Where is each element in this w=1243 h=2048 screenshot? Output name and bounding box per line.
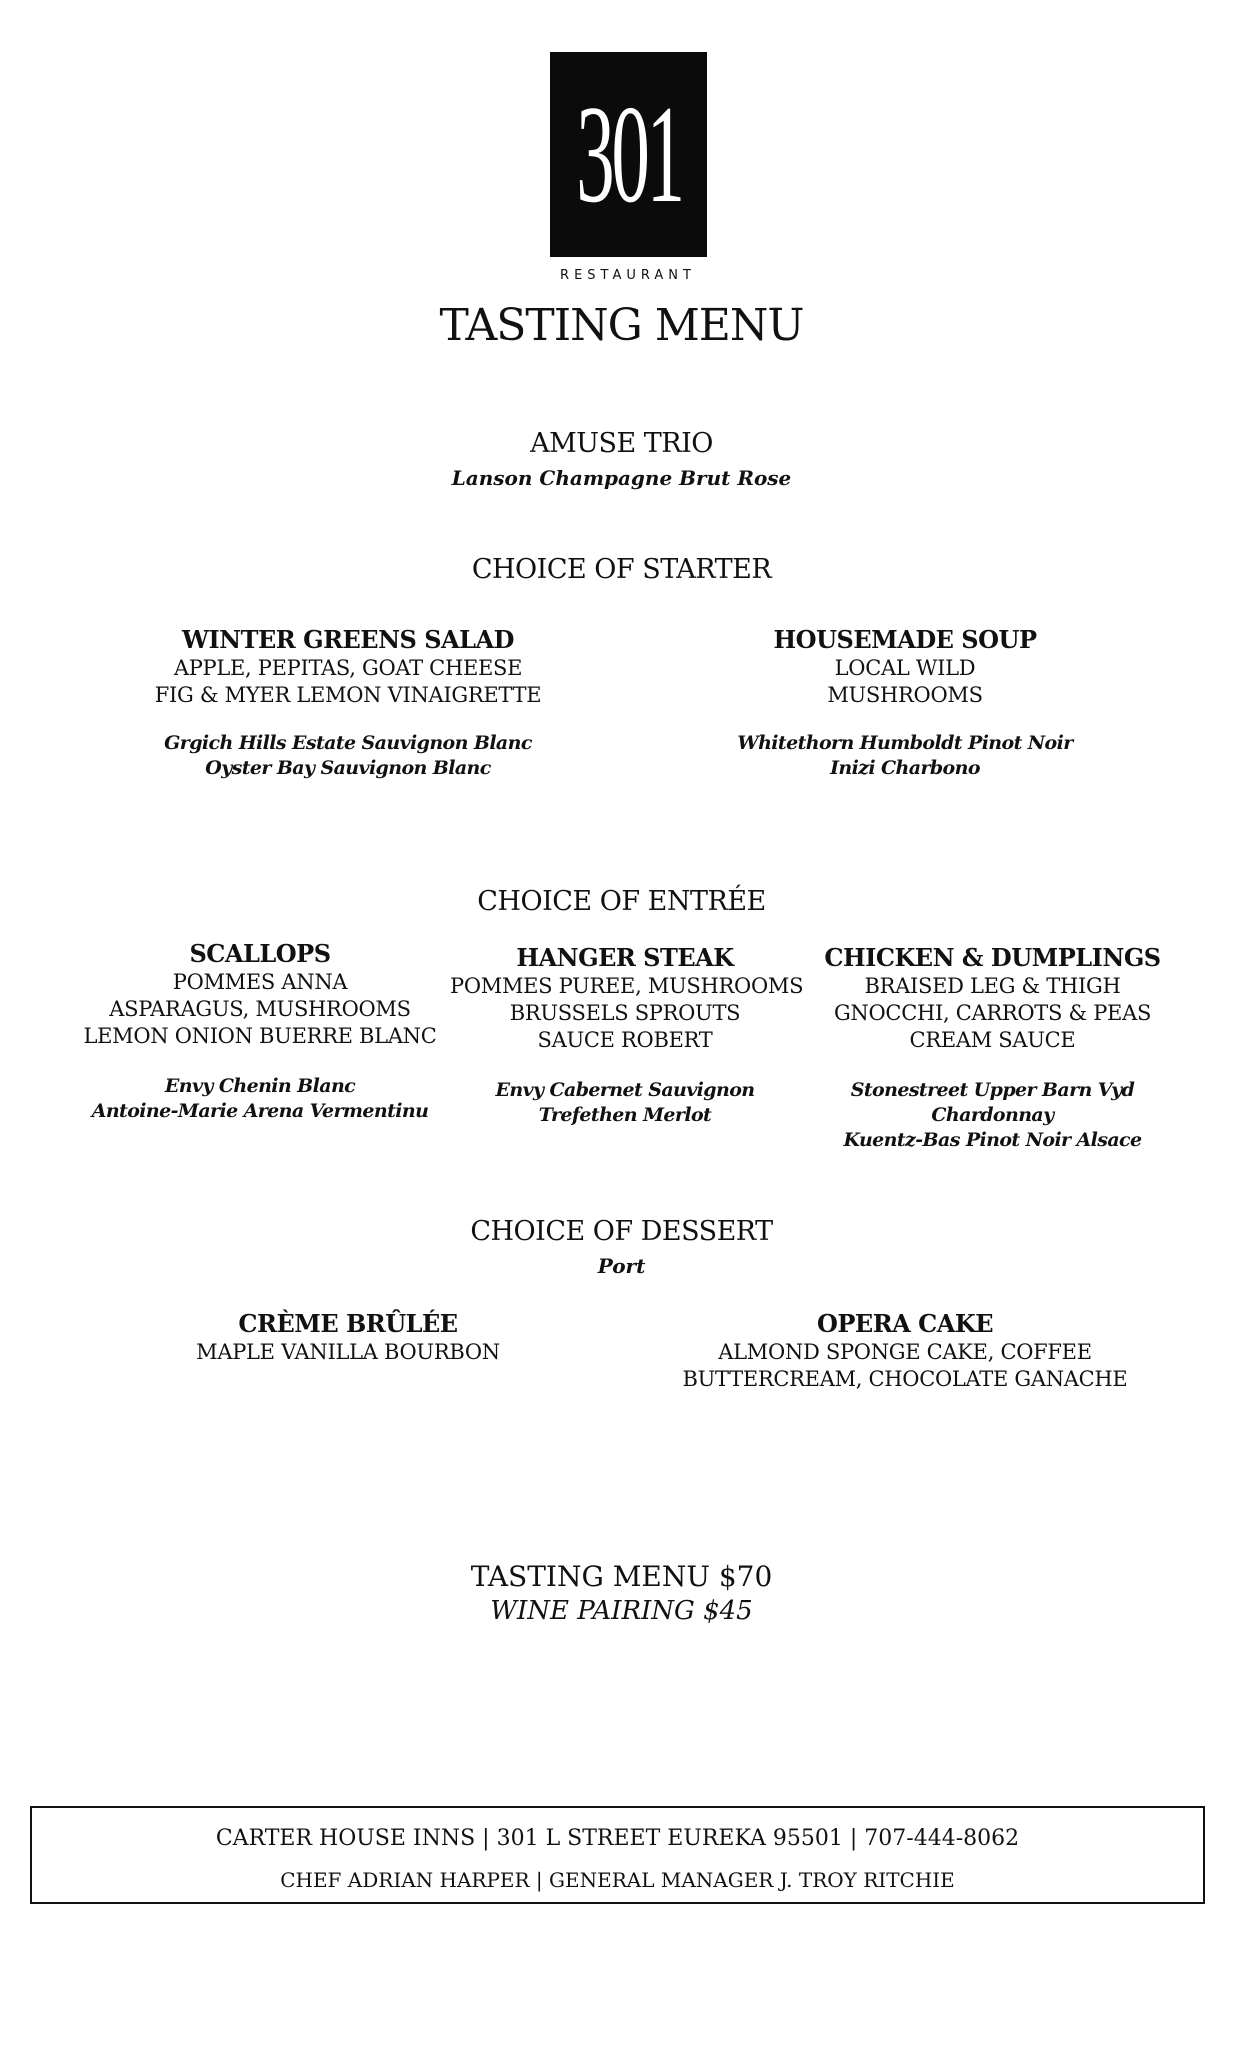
- dessert-wine: Port: [597, 1254, 646, 1278]
- wine-pairing: Oyster Bay Sauvignon Blanc: [205, 756, 491, 779]
- dessert-heading: CHOICE OF DESSERT: [470, 1216, 773, 1247]
- dish-line: ASPARAGUS, MUSHROOMS: [109, 996, 411, 1021]
- logo-subtitle: RESTAURANT: [560, 268, 696, 283]
- dish-line: FIG & MYER LEMON VINAIGRETTE: [154, 682, 542, 707]
- wine-pairing: Inizi Charbono: [830, 756, 980, 779]
- wine-pairing: Kuentz-Bas Pinot Noir Alsace: [843, 1128, 1142, 1151]
- dish-name: WINTER GREENS SALAD: [182, 625, 514, 654]
- wine-pairing: Envy Chenin Blanc: [164, 1074, 356, 1097]
- wine-pairing: Whitethorn Humboldt Pinot Noir: [737, 731, 1073, 754]
- footer-staff: CHEF ADRIAN HARPER | GENERAL MANAGER J. TROY RITCHIE: [280, 1868, 955, 1892]
- amuse-wine: Lanson Champagne Brut Rose: [451, 466, 792, 490]
- dish-line: CREAM SAUCE: [909, 1027, 1076, 1052]
- dish-line: BUTTERCREAM, CHOCOLATE GANACHE: [682, 1366, 1128, 1391]
- wine-pairing-price: WINE PAIRING $45: [490, 1596, 753, 1626]
- dish-line: LEMON ONION BUERRE BLANC: [83, 1023, 437, 1048]
- dish-name: HANGER STEAK: [516, 943, 734, 972]
- footer-address: CARTER HOUSE INNS | 301 L STREET EUREKA 95501 | 707-444-8062: [215, 1826, 1020, 1851]
- entree-heading: CHOICE OF ENTRÉE: [477, 886, 766, 917]
- tasting-menu-price: TASTING MENU $70: [470, 1560, 773, 1593]
- dish-name: CHICKEN & DUMPLINGS: [824, 943, 1161, 972]
- dish-line: BRAISED LEG & THIGH: [864, 973, 1121, 998]
- entree-item-chicken: [820, 944, 1165, 1153]
- footer-box: [30, 1806, 1205, 1904]
- dish-line: GNOCCHI, CARROTS & PEAS: [833, 1000, 1152, 1025]
- wine-pairing: Envy Cabernet Sauvignon: [495, 1078, 755, 1101]
- starter-item-soup: [705, 626, 1105, 781]
- dish-line: POMMES PUREE, MUSHROOMS: [450, 973, 804, 998]
- wine-pairing: Stonestreet Upper Barn Vyd: [850, 1078, 1135, 1101]
- entree-item-steak: [450, 943, 804, 1128]
- dish-line: APPLE, PEPITAS, GOAT CHEESE: [173, 655, 523, 680]
- dish-name: CRÈME BRÛLÉE: [238, 1309, 458, 1338]
- dish-line: SAUCE ROBERT: [537, 1027, 713, 1052]
- wine-pairing: Chardonnay: [931, 1103, 1054, 1126]
- dish-name: OPERA CAKE: [816, 1309, 994, 1338]
- entree-item-scallops: [80, 940, 440, 1124]
- restaurant-logo: [550, 52, 707, 257]
- dish-line: ALMOND SPONGE CAKE, COFFEE: [718, 1339, 1092, 1364]
- dish-line: POMMES ANNA: [172, 969, 348, 994]
- wine-pairing: Grgich Hills Estate Sauvignon Blanc: [164, 731, 532, 754]
- wine-pairing: Trefethen Merlot: [538, 1103, 712, 1126]
- logo-number: 301: [575, 76, 682, 232]
- dish-name: HOUSEMADE SOUP: [773, 625, 1037, 654]
- dish-line: MAPLE VANILLA BOURBON: [196, 1339, 500, 1364]
- dish-line: BRUSSELS SPROUTS: [509, 1000, 741, 1025]
- starter-heading: CHOICE OF STARTER: [471, 554, 772, 585]
- dish-line: MUSHROOMS: [827, 682, 983, 707]
- amuse-heading: AMUSE TRIO: [530, 428, 713, 459]
- dish-name: SCALLOPS: [189, 939, 331, 968]
- starter-item-salad: [148, 626, 548, 781]
- wine-pairing: Antoine-Marie Arena Vermentinu: [91, 1099, 429, 1122]
- dish-line: LOCAL WILD: [834, 655, 976, 680]
- dessert-item-opera-cake: [680, 1310, 1130, 1393]
- dessert-item-creme-brulee: [148, 1310, 548, 1366]
- page-title: TASTING MENU: [439, 300, 804, 351]
